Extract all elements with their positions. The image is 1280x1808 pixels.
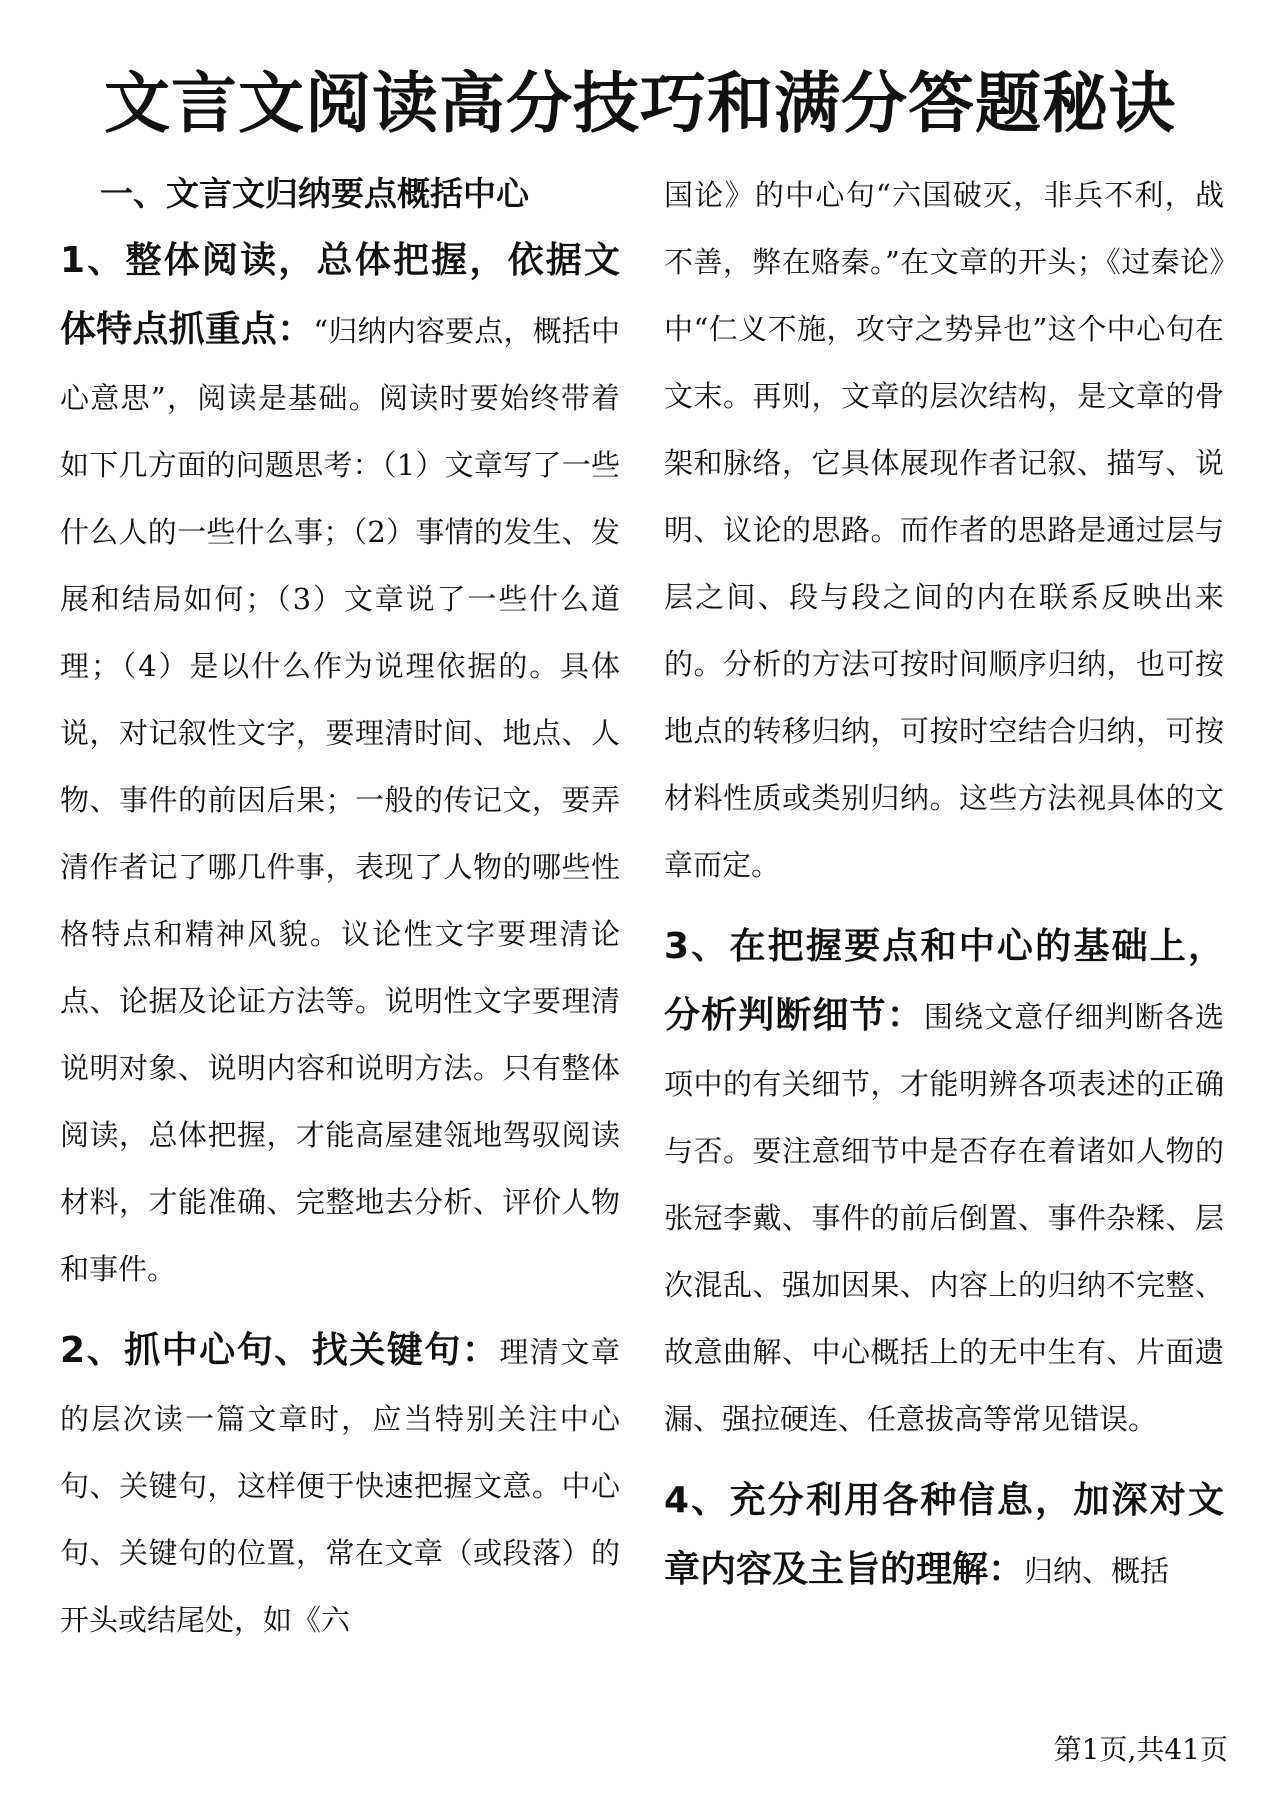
page-title: 文言文阅读高分技巧和满分答题秘诀 <box>104 65 1176 142</box>
paragraph-3 <box>664 913 1224 1453</box>
right-column <box>664 162 1224 1605</box>
paragraph-2-continued <box>664 162 1224 899</box>
item-4-heading: 4、充分利用各种信息，加深对文章内容及主旨的理解： <box>664 1480 1224 1590</box>
item-3-body: 围绕文意仔细判断各选项中的有关细节，才能明辨各项表述的正确与否。要注意细节中是否存在着诸如人物的张冠李戴、事件的前后倒置、事件杂糅、层次混乱、强加因果、内容上的归纳不完整、故意曲解、中心概括上的无中生有、片面遗漏、强拉硬连、任意拔高等常见错误。 <box>664 1000 1224 1436</box>
item-4-body: 归纳、概括 <box>1024 1554 1170 1588</box>
item-1-heading: 1、整体阅读，总体把握，依据文体特点抓重点： <box>60 240 620 350</box>
item-1-body: “归纳内容要点，概括中心意思”，阅读是基础。阅读时要始终带着如下几方面的问题思考：（1）文章写了一些什么人的一些什么事；（2）事情的发生、发展和结局如何；（3）文章说了一些什么道理；（4）是以什么作为说理依据的。具体说，对记叙性文字，要理清时间、地点、人物、事件的前因后果；一般的传记文，要弄清作者记了哪几件事，表现了人物的哪些性格特点和精神风貌。议论性文字要理清论点、论据及论证方法等。说明性文字要理清说明对象、说明内容和说明方法。只有整体阅读，总体把握，才能高屋建瓴地驾驭阅读材料，才能准确、完整地去分析、评价人物和事件。 <box>60 314 620 1286</box>
item-3-heading: 3、在把握要点和中心的基础上，分析判断细节： <box>664 926 1224 1036</box>
page-indicator: 第1页,共41页 <box>1053 1733 1228 1766</box>
paragraph-2 <box>60 1317 620 1654</box>
item-2-body-right: 国论》的中心句“六国破灭，非兵不利，战不善，弊在赂秦。”在文章的开头；《过秦论》中“仁义不施，攻守之势异也”这个中心句在文末。再则，文章的层次结构，是文章的骨架和脉络，它具体展现作者记叙、描写、说明、议论的思路。而作者的思路是通过层与层之间、段与段之间的内在联系反映出来的。分析的方法可按时间顺序归纳，也可按地点的转移归纳，可按时空结合归纳，可按材料性质或类别归纳。这些方法视具体的文章而定。 <box>664 178 1224 882</box>
section-title: 一、文言文归纳要点概括中心 <box>100 174 529 213</box>
item-2-body-left: 理清文章的层次读一篇文章时，应当特别关注中心句、关键句，这样便于快速把握文意。中心句、关键句的位置，常在文章（或段落）的开头或结尾处，如《六 <box>60 1335 620 1637</box>
item-2-heading: 2、抓中心句、找关键句： <box>60 1330 500 1371</box>
paragraph-4 <box>664 1467 1224 1605</box>
left-column <box>60 160 620 1654</box>
paragraph-1 <box>60 227 620 1303</box>
